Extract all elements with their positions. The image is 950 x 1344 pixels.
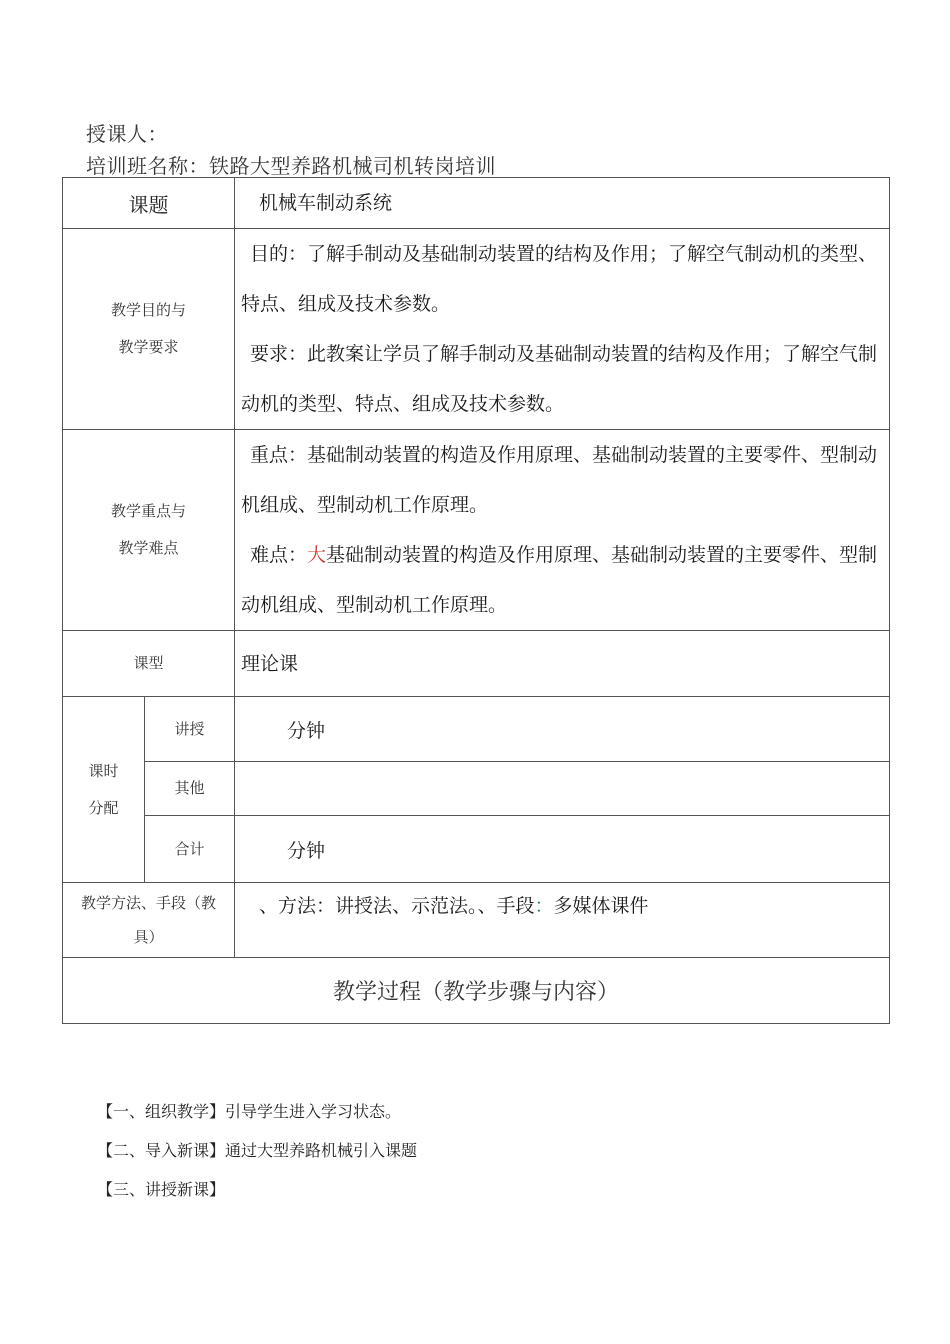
difficult-mark: 大	[307, 544, 327, 566]
lecture-value: 分钟	[235, 697, 890, 762]
lesson-type-value: 理论课	[235, 631, 890, 697]
row-goals	[63, 229, 890, 430]
topic-label: 课题	[63, 178, 235, 229]
row-other	[63, 762, 890, 816]
goals-content	[235, 229, 890, 430]
step-item: 【一、组织教学】引导学生进入学习状态。	[97, 1102, 402, 1121]
row-topic	[63, 178, 890, 229]
hours-label	[63, 697, 145, 883]
row-lesson-type	[63, 631, 890, 697]
hours-label-line1: 课时	[88, 761, 119, 780]
lecture-label: 讲授	[145, 697, 235, 762]
goals-label-line1: 教学目的与	[110, 301, 186, 319]
goals-label	[63, 229, 235, 430]
step-item: 【二、导入新课】通过大型养路机械引入课题	[97, 1141, 418, 1160]
methods-colon: ：	[534, 895, 554, 917]
topic-value: 机械车制动系统	[235, 178, 890, 229]
lesson-plan-table	[62, 177, 890, 1024]
row-total	[63, 816, 890, 883]
step-item: 【三、讲授新课】	[97, 1180, 226, 1199]
process-title: 教学过程（教学步骤与内容）	[63, 958, 890, 1024]
total-label: 合计	[145, 816, 235, 883]
key-point: 重点：基础制动装置的构造及作用原理、基础制动装置的主要零件、型制动机组成、型制动机工作原理。	[241, 444, 878, 516]
goals-purpose: 目的：了解手制动及基础制动装置的结构及作用；了解空气制动机的类型、特点、组成及技术参数。	[241, 243, 878, 315]
methods-text-b: 多媒体课件	[553, 895, 649, 917]
hours-label-line2: 分配	[88, 798, 119, 817]
key-points-label	[63, 430, 235, 631]
methods-value	[235, 883, 890, 958]
other-label: 其他	[145, 762, 235, 816]
lesson-type-label: 课型	[63, 631, 235, 697]
methods-label-line1: 教学方法、手段（教	[80, 894, 216, 912]
key-label-line2: 教学难点	[118, 539, 179, 557]
methods-label	[63, 883, 235, 958]
row-lecture	[63, 697, 890, 762]
goals-label-line2: 教学要求	[118, 338, 179, 356]
key-label-line1: 教学重点与	[110, 502, 186, 520]
difficult-rest: 基础制动装置的构造及作用原理、基础制动装置的主要零件、型制动机组成、型制动机工作原理。	[241, 544, 878, 616]
row-methods	[63, 883, 890, 958]
difficult-point	[241, 530, 881, 630]
teacher-label: 授课人：	[86, 122, 168, 146]
goals-requirement: 要求：此教案让学员了解手制动及基础制动装置的结构及作用；了解空气制动机的类型、特点、组成及技术参数。	[241, 343, 878, 415]
difficult-prefix: 难点：	[250, 544, 308, 566]
steps-list	[97, 1092, 417, 1209]
row-key-points	[63, 430, 890, 631]
class-name-label: 培训班名称：铁路大型养路机械司机转岗培训	[86, 154, 496, 178]
methods-label-line2: 具）	[133, 928, 164, 946]
row-process-title	[63, 958, 890, 1024]
total-value: 分钟	[235, 816, 890, 883]
other-value	[235, 762, 890, 816]
methods-text-a: 、方法：讲授法、示范法。、手段	[259, 895, 535, 917]
key-points-content	[235, 430, 890, 631]
